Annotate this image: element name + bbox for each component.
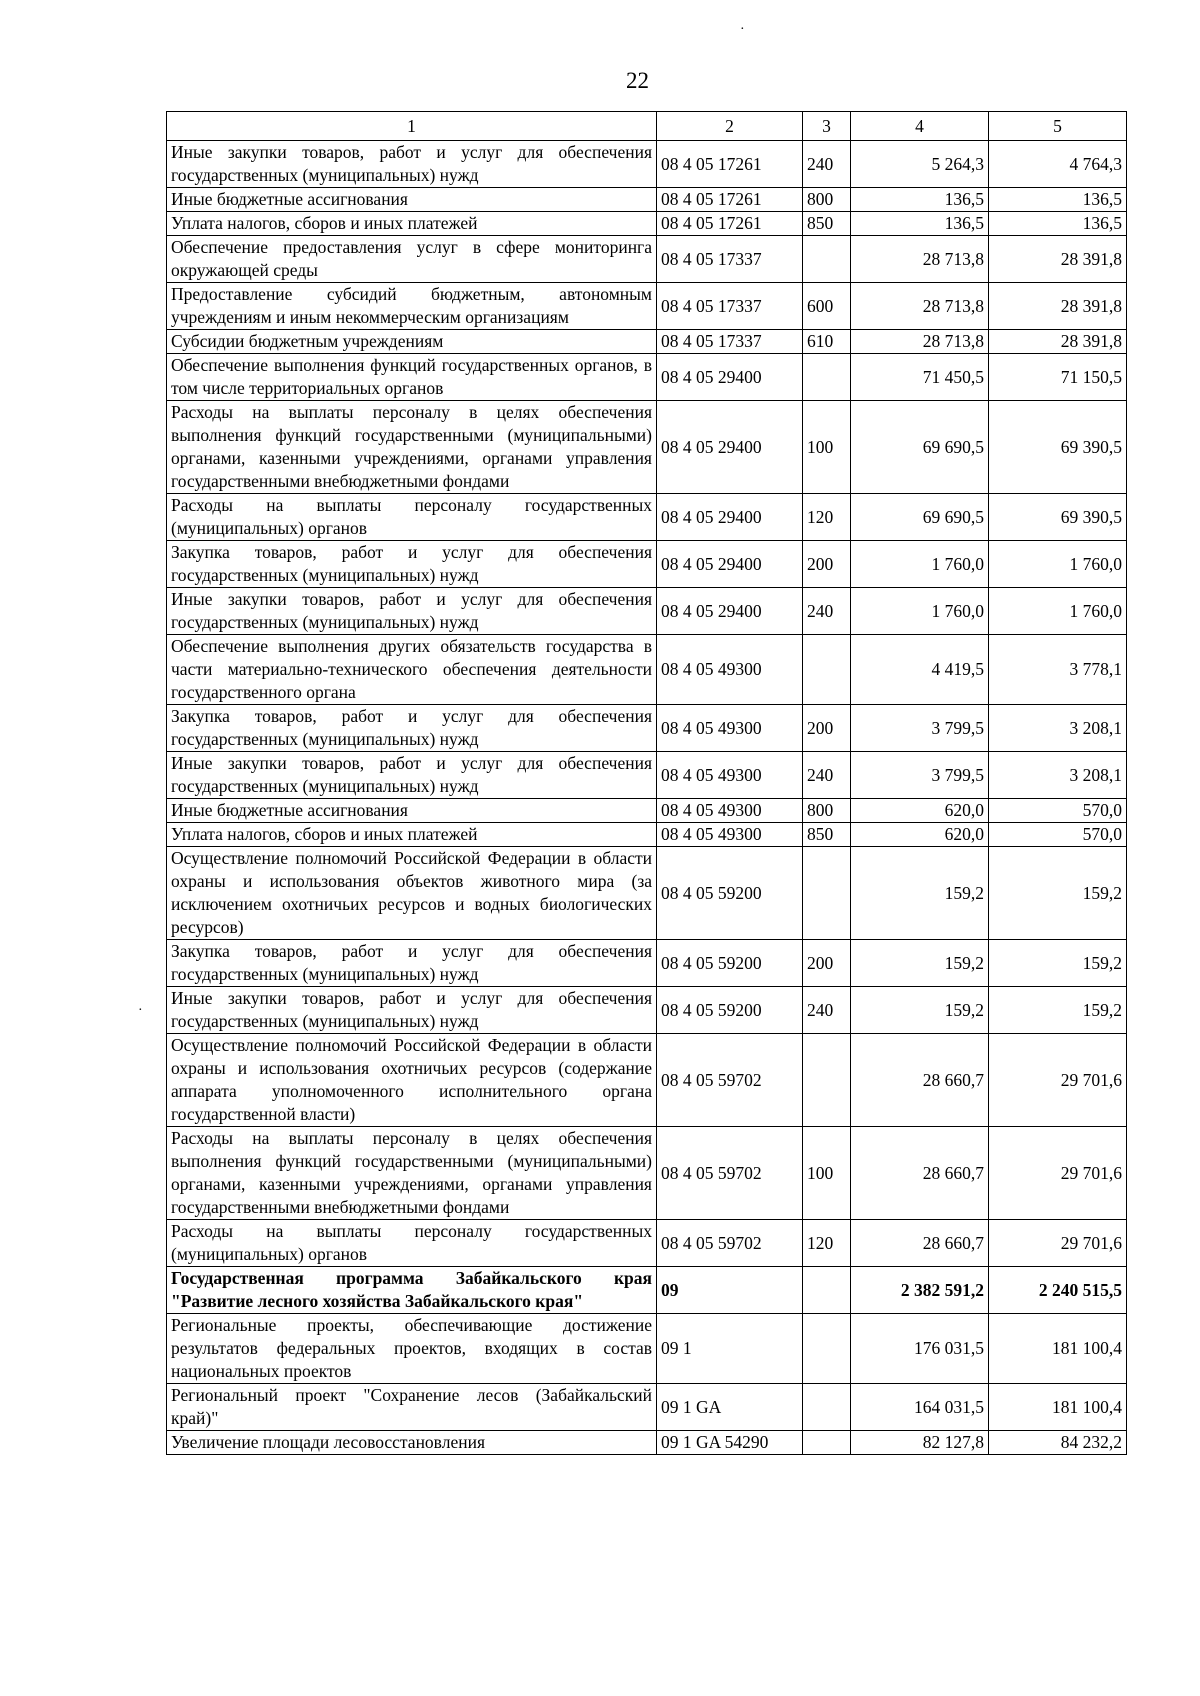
header-col-type: 3 (803, 112, 851, 141)
table-row (167, 940, 1127, 987)
row-name-cell: Закупка товаров, работ и услуг для обеспечения государственных (муниципальных) нужд (167, 541, 657, 588)
table-row (167, 330, 1127, 354)
row-value-2-cell: 181 100,4 (989, 1384, 1127, 1431)
row-name-cell: Региональный проект "Сохранение лесов (Забайкальский край)" (167, 1384, 657, 1431)
row-value-1-cell: 69 690,5 (851, 401, 989, 494)
scan-mark-dot: · (740, 22, 745, 37)
table-row (167, 236, 1127, 283)
row-name-cell: Закупка товаров, работ и услуг для обеспечения государственных (муниципальных) нужд (167, 705, 657, 752)
row-type-cell: 100 (803, 401, 851, 494)
row-name-cell: Иные бюджетные ассигнования (167, 799, 657, 823)
row-code-cell: 09 (657, 1267, 803, 1314)
row-type-cell: 120 (803, 494, 851, 541)
row-type-cell: 200 (803, 705, 851, 752)
row-value-1-cell: 2 382 591,2 (851, 1267, 989, 1314)
table-row (167, 212, 1127, 236)
row-name-cell: Увеличение площади лесовосстановления (167, 1431, 657, 1455)
row-type-cell (803, 354, 851, 401)
row-value-2-cell: 4 764,3 (989, 141, 1127, 188)
table-row (167, 494, 1127, 541)
row-type-cell: 850 (803, 212, 851, 236)
row-value-2-cell: 69 390,5 (989, 401, 1127, 494)
row-type-cell: 610 (803, 330, 851, 354)
row-value-1-cell: 159,2 (851, 940, 989, 987)
row-name-cell: Иные закупки товаров, работ и услуг для обеспечения государственных (муниципальных) нужд (167, 987, 657, 1034)
row-value-1-cell: 159,2 (851, 987, 989, 1034)
table-row (167, 401, 1127, 494)
row-value-1-cell: 28 713,8 (851, 236, 989, 283)
row-value-2-cell: 136,5 (989, 212, 1127, 236)
row-value-1-cell: 1 760,0 (851, 541, 989, 588)
row-name-cell: Расходы на выплаты персоналу государственных (муниципальных) органов (167, 1220, 657, 1267)
row-value-2-cell: 1 760,0 (989, 588, 1127, 635)
row-value-2-cell: 136,5 (989, 188, 1127, 212)
row-name-cell: Государственная программа Забайкальского края "Развитие лесного хозяйства Забайкальского края" (167, 1267, 657, 1314)
row-name-cell: Иные бюджетные ассигнования (167, 188, 657, 212)
row-value-1-cell: 3 799,5 (851, 752, 989, 799)
row-value-2-cell: 3 208,1 (989, 752, 1127, 799)
row-type-cell: 100 (803, 1127, 851, 1220)
table-row (167, 1127, 1127, 1220)
row-value-1-cell: 82 127,8 (851, 1431, 989, 1455)
row-value-2-cell: 159,2 (989, 847, 1127, 940)
row-value-2-cell: 570,0 (989, 799, 1127, 823)
row-code-cell: 08 4 05 17261 (657, 188, 803, 212)
table-body (167, 141, 1127, 1455)
table-row (167, 283, 1127, 330)
table-row (167, 1034, 1127, 1127)
row-value-2-cell: 28 391,8 (989, 236, 1127, 283)
row-value-1-cell: 136,5 (851, 212, 989, 236)
row-code-cell: 08 4 05 59200 (657, 987, 803, 1034)
row-name-cell: Расходы на выплаты персоналу государственных (муниципальных) органов (167, 494, 657, 541)
scan-mark-dot: · (138, 1003, 143, 1018)
row-code-cell: 09 1 (657, 1314, 803, 1384)
row-value-2-cell: 29 701,6 (989, 1220, 1127, 1267)
row-value-1-cell: 620,0 (851, 799, 989, 823)
row-value-2-cell: 84 232,2 (989, 1431, 1127, 1455)
header-col-value-1: 4 (851, 112, 989, 141)
table-row (167, 188, 1127, 212)
row-type-cell: 600 (803, 283, 851, 330)
row-value-2-cell: 29 701,6 (989, 1034, 1127, 1127)
row-name-cell: Иные закупки товаров, работ и услуг для обеспечения государственных (муниципальных) нужд (167, 588, 657, 635)
row-code-cell: 08 4 05 17337 (657, 330, 803, 354)
row-code-cell: 08 4 05 49300 (657, 752, 803, 799)
row-name-cell: Обеспечение выполнения других обязательств государства в части материально-технического обеспечения деятельности государственного органа (167, 635, 657, 705)
row-name-cell: Предоставление субсидий бюджетным, автономным учреждениям и иным некоммерческим организациям (167, 283, 657, 330)
row-value-1-cell: 136,5 (851, 188, 989, 212)
row-type-cell: 850 (803, 823, 851, 847)
header-col-value-2: 5 (989, 112, 1127, 141)
row-type-cell: 200 (803, 541, 851, 588)
table-row (167, 1384, 1127, 1431)
page-number: 22 (626, 68, 649, 93)
row-value-1-cell: 28 660,7 (851, 1127, 989, 1220)
row-value-2-cell: 28 391,8 (989, 330, 1127, 354)
row-value-2-cell: 159,2 (989, 940, 1127, 987)
row-value-2-cell: 570,0 (989, 823, 1127, 847)
row-value-1-cell: 5 264,3 (851, 141, 989, 188)
table-row (167, 847, 1127, 940)
row-name-cell: Расходы на выплаты персоналу в целях обеспечения выполнения функций государственными (муниципальными) органами, казенными учреждениями, органами управления государственными внебюджетными фондами (167, 401, 657, 494)
row-value-1-cell: 71 450,5 (851, 354, 989, 401)
table-row (167, 1220, 1127, 1267)
row-code-cell: 08 4 05 59200 (657, 940, 803, 987)
row-code-cell: 08 4 05 17337 (657, 236, 803, 283)
table-row (167, 354, 1127, 401)
table-row (167, 1267, 1127, 1314)
row-value-1-cell: 176 031,5 (851, 1314, 989, 1384)
row-value-2-cell: 3 778,1 (989, 635, 1127, 705)
row-value-2-cell: 1 760,0 (989, 541, 1127, 588)
table-row (167, 987, 1127, 1034)
row-type-cell (803, 1431, 851, 1455)
row-value-1-cell: 69 690,5 (851, 494, 989, 541)
row-value-1-cell: 620,0 (851, 823, 989, 847)
table-row (167, 752, 1127, 799)
row-name-cell: Закупка товаров, работ и услуг для обеспечения государственных (муниципальных) нужд (167, 940, 657, 987)
row-code-cell: 08 4 05 49300 (657, 705, 803, 752)
row-code-cell: 08 4 05 59702 (657, 1034, 803, 1127)
row-code-cell: 08 4 05 59200 (657, 847, 803, 940)
row-value-2-cell: 71 150,5 (989, 354, 1127, 401)
row-value-2-cell: 29 701,6 (989, 1127, 1127, 1220)
row-type-cell (803, 236, 851, 283)
row-value-2-cell: 181 100,4 (989, 1314, 1127, 1384)
row-value-1-cell: 164 031,5 (851, 1384, 989, 1431)
row-code-cell: 08 4 05 17261 (657, 212, 803, 236)
row-name-cell: Осуществление полномочий Российской Федерации в области охраны и использования охотничьих ресурсов (содержание аппарата уполномоченного исполнительного органа государственной власти) (167, 1034, 657, 1127)
row-value-2-cell: 28 391,8 (989, 283, 1127, 330)
row-code-cell: 08 4 05 59702 (657, 1127, 803, 1220)
row-code-cell: 08 4 05 17337 (657, 283, 803, 330)
row-name-cell: Региональные проекты, обеспечивающие достижение результатов федеральных проектов, входящих в состав национальных проектов (167, 1314, 657, 1384)
table-row (167, 1314, 1127, 1384)
table-row (167, 823, 1127, 847)
row-code-cell: 08 4 05 59702 (657, 1220, 803, 1267)
row-type-cell (803, 1384, 851, 1431)
row-value-1-cell: 28 713,8 (851, 283, 989, 330)
row-name-cell: Иные закупки товаров, работ и услуг для обеспечения государственных (муниципальных) нужд (167, 141, 657, 188)
table-row (167, 141, 1127, 188)
row-name-cell: Расходы на выплаты персоналу в целях обеспечения выполнения функций государственными (муниципальными) органами, казенными учреждениями, органами управления государственными внебюджетными фондами (167, 1127, 657, 1220)
row-type-cell: 240 (803, 752, 851, 799)
row-type-cell: 240 (803, 987, 851, 1034)
row-name-cell: Уплата налогов, сборов и иных платежей (167, 212, 657, 236)
row-code-cell: 08 4 05 29400 (657, 541, 803, 588)
row-name-cell: Уплата налогов, сборов и иных платежей (167, 823, 657, 847)
table-row (167, 799, 1127, 823)
header-col-name: 1 (167, 112, 657, 141)
row-value-2-cell: 2 240 515,5 (989, 1267, 1127, 1314)
row-type-cell: 120 (803, 1220, 851, 1267)
row-type-cell (803, 847, 851, 940)
table-row (167, 1431, 1127, 1455)
row-code-cell: 08 4 05 29400 (657, 588, 803, 635)
row-code-cell: 08 4 05 29400 (657, 401, 803, 494)
table-row (167, 635, 1127, 705)
row-value-1-cell: 28 660,7 (851, 1034, 989, 1127)
row-type-cell (803, 1314, 851, 1384)
row-name-cell: Субсидии бюджетным учреждениям (167, 330, 657, 354)
row-value-1-cell: 1 760,0 (851, 588, 989, 635)
row-name-cell: Обеспечение выполнения функций государственных органов, в том числе территориальных органов (167, 354, 657, 401)
row-value-1-cell: 4 419,5 (851, 635, 989, 705)
row-value-1-cell: 28 713,8 (851, 330, 989, 354)
row-type-cell: 800 (803, 799, 851, 823)
row-code-cell: 08 4 05 49300 (657, 823, 803, 847)
row-value-1-cell: 3 799,5 (851, 705, 989, 752)
header-col-code: 2 (657, 112, 803, 141)
row-value-1-cell: 159,2 (851, 847, 989, 940)
row-type-cell (803, 1267, 851, 1314)
row-code-cell: 08 4 05 29400 (657, 354, 803, 401)
table-row (167, 541, 1127, 588)
row-value-2-cell: 69 390,5 (989, 494, 1127, 541)
header-row (167, 112, 1127, 141)
row-type-cell: 240 (803, 588, 851, 635)
row-code-cell: 08 4 05 49300 (657, 799, 803, 823)
row-code-cell: 09 1 GA 54290 (657, 1431, 803, 1455)
row-value-1-cell: 28 660,7 (851, 1220, 989, 1267)
row-code-cell: 08 4 05 29400 (657, 494, 803, 541)
table-header (167, 112, 1127, 141)
row-value-2-cell: 3 208,1 (989, 705, 1127, 752)
row-type-cell: 200 (803, 940, 851, 987)
row-name-cell: Осуществление полномочий Российской Федерации в области охраны и использования объектов животного мира (за исключением охотничьих ресурсов и водных биологических ресурсов) (167, 847, 657, 940)
row-type-cell: 800 (803, 188, 851, 212)
row-code-cell: 08 4 05 49300 (657, 635, 803, 705)
row-type-cell (803, 635, 851, 705)
budget-table (166, 111, 1127, 1455)
row-code-cell: 09 1 GA (657, 1384, 803, 1431)
row-type-cell (803, 1034, 851, 1127)
row-name-cell: Иные закупки товаров, работ и услуг для обеспечения государственных (муниципальных) нужд (167, 752, 657, 799)
row-value-2-cell: 159,2 (989, 987, 1127, 1034)
row-code-cell: 08 4 05 17261 (657, 141, 803, 188)
row-type-cell: 240 (803, 141, 851, 188)
table-row (167, 705, 1127, 752)
table-row (167, 588, 1127, 635)
row-name-cell: Обеспечение предоставления услуг в сфере мониторинга окружающей среды (167, 236, 657, 283)
